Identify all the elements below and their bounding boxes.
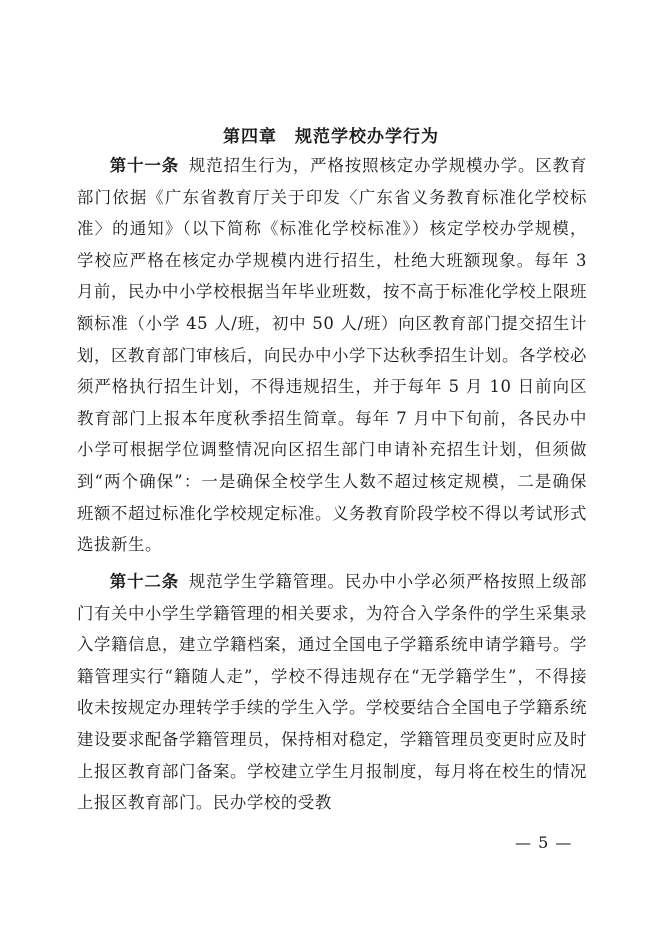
article-12: [77, 566, 587, 819]
article-12-body: 规范学生学籍管理。民办中小学必须严格按照上级部门有关中小学生学籍管理的相关要求，为符合入学条件的学生采集录入学籍信息，建立学籍档案，通过全国电子学籍系统申请学籍号。学籍管理实行“籍随人走”，学校不得违规存在“无学籍学生”，不得接收未按规定办理转学手续的学生入学。学校要结合全国电子学籍系统建设要求配备学籍管理员，保持相对稳定，学籍管理员变更时应及时上报区教育部门备案。学校建立学生月报制度，每月将在校生的情况上报区教育部门。民办学校的受教: [77, 572, 587, 813]
article-11: [77, 150, 587, 561]
page-number: — 5 —: [515, 833, 573, 852]
article-11-heading: 第十一条: [109, 156, 180, 175]
article-12-heading: 第十二条: [109, 572, 180, 591]
chapter-title: 第四章 规范学校办学行为: [223, 127, 439, 147]
article-11-body: 规范招生行为，严格按照核定办学规模办学。区教育部门依据《广东省教育厅关于印发〈广东省义务教育标准化学校标准〉的通知》（以下简称《标准化学校标准》）核定学校办学规模，学校应严格在核定办学规模内进行招生，杜绝大班额现象。每年 3 月前，民办中小学校根据当年毕业班数，按不高于标准化学校上限班额标准（小学 45 人/班，初中 50 人/班）向区教育部门提交招生计划，区教育部门审核后，向民办中小学下达秋季招生计划。各学校必须严格执行招生计划，不得违规招生，并于每年 5 月 10 日前向区教育部门上报本年度秋季招生简章。每年 7 月中下旬前，各民办中小学可根据学位调整情况向区招生部门申请补充招生计划，但须做到“两个确保”：一是确保全校学生人数不超过核定规模，二是确保班额不超过标准化学校规定标准。义务教育阶段学校不得以考试形式选拔新生。: [77, 156, 587, 555]
